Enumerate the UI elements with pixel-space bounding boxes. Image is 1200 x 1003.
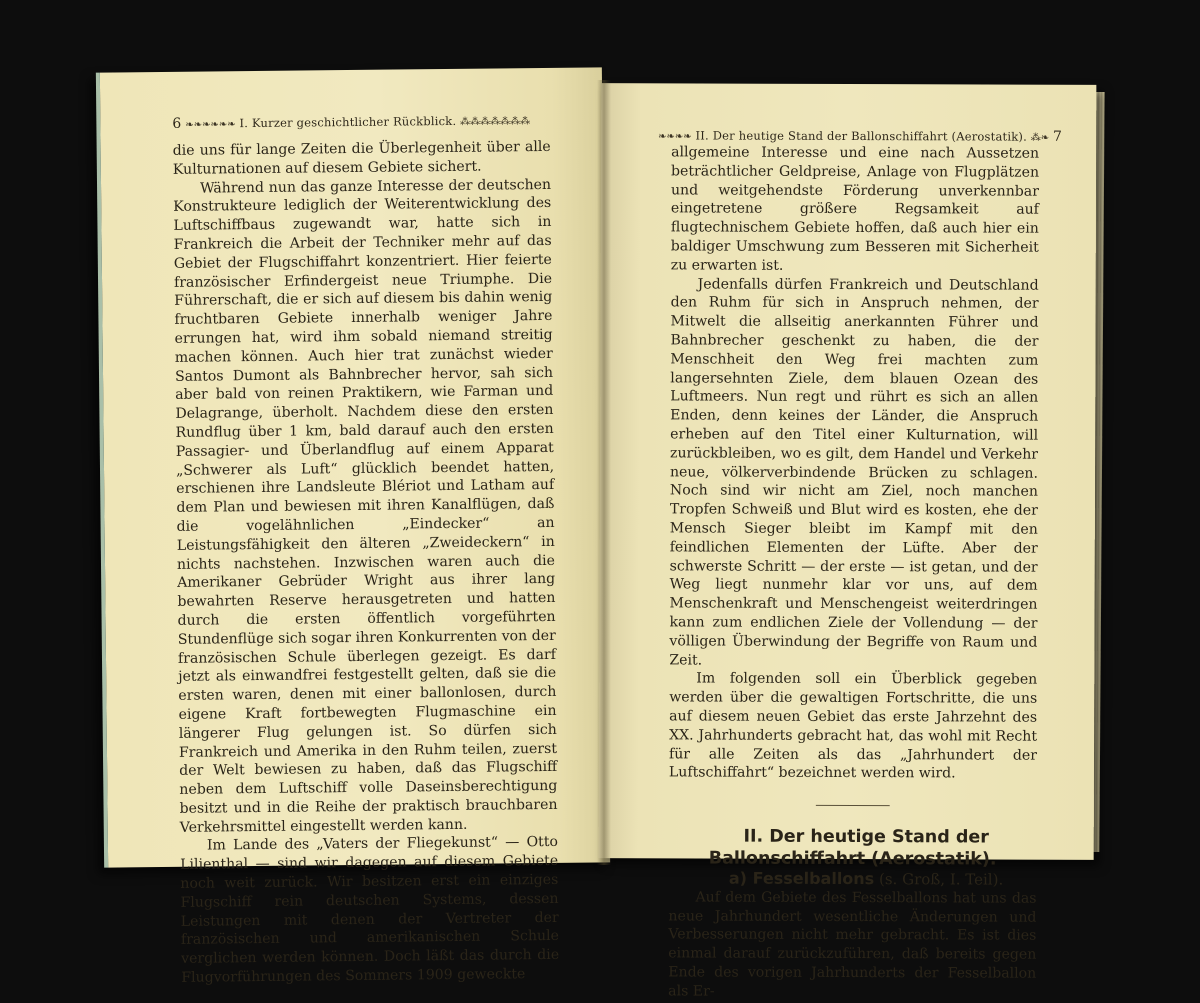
paragraph: Auf dem Gebiete des Fesselballons hat uns das neue Jahrhundert wesentliche Änderungen und Verbesserungen nicht mehr gebracht. Es ist dies einmal darauf zurückzuführen, daß bereits gegen Ende des vorigen Jahrhunderts der Fesselballon als Er-	[668, 889, 1037, 1000]
left-page-body	[173, 138, 560, 988]
subsection-reference: (s. Groß, I. Teil).	[878, 870, 1004, 889]
paragraph: die uns für lange Zeiten die Überlegenheit über alle Kulturnationen auf diesem Gebiete sichert.	[172, 138, 551, 178]
right-page	[599, 83, 1097, 1000]
ornament-right: ⁂⁂⁂⁂⁂⁂⁂	[460, 116, 531, 128]
subsection-heading	[669, 869, 1037, 889]
paragraph: Im folgenden soll ein Überblick gegeben werden über die gewaltigen Fortschritte, die uns auf diesem neuen Gebiet das erste Jahrzehnt des XX. Jahrhunderts gebracht hat, das wohl mit Recht für alle Zeiten als das „Jahrhundert der Luftschiffahrt“ bezeichnet werden wird.	[668, 670, 1038, 782]
paragraph: Im Lande des „Vaters der Fliegekunst“ — Otto Lilienthal — sind wir dagegen auf diesem Gebiete noch weit zurück. Wir besitzen erst ein einziges Flugschiff rein deutschen Systems, dessen Leistungen mit denen der Vertreter der französischen und amerikanischen Schule verglichen werden können. Doch läßt das durch die Flugvorführungen des Sommers 1909 geweckte	[180, 834, 560, 986]
ornament-right: ⁂❧	[1030, 132, 1050, 144]
left-running-header	[172, 112, 530, 132]
ornament-left: ❧❧❧❧	[658, 131, 692, 143]
right-header-title: II. Der heutige Stand der Ballonschiffahrt (Aerostatik).	[695, 128, 1027, 144]
ornament-left: ❧❧❧❧❧❧	[185, 119, 236, 131]
paragraph: allgemeine Interesse und eine nach Aussetzen beträchtlicher Geldpreise, Anlage von Flugplätzen und weitgehendste Förderung unverkennbar eingetretene größere Regsamkeit auf flugtechnischem Gebiete hoffen, daß auch hier ein baldiger Umschwung zum Besseren mit Sicherheit zu erwarten ist.	[670, 144, 1040, 274]
paragraph: Jedenfalls dürfen Frankreich und Deutschland den Ruhm für sich in Anspruch nehmen, der Mitwelt die allseitig anerkannten Führer und Bahnbrecher geschenkt zu haben, die der Menschheit den Weg frei machten zum langersehnten Ziele, dem blauen Ozean des Luftmeers. Nun regt und rührt es sich an allen Enden, denn keines der Länder, die Anspruch erheben auf den Titel einer Kulturnation, will zurückbleiben, wo es gilt, dem Handel und Verkehr neue, völkerverbindende Brücken zu schlagen. Noch sind wir nicht am Ziel, noch manchen Tropfen Schweiß und Blut wird es kosten, ehe der Mensch Sieger bleibt im Kampf mit den feindlichen Elementen der Lüfte. Aber der schwerste Schritt — der erste — ist getan, und der Weg liegt nunmehr klar vor uns, auf dem Menschenkraft und Menschengeist weiterdringen kann zum endlichen Ziele der Vollendung — der völligen Überwindung der Begriffe von Raum und Zeit.	[669, 276, 1039, 669]
left-header-title: I. Kurzer geschichtlicher Rückblick.	[239, 113, 457, 131]
left-page-number: 6	[172, 115, 182, 132]
section-divider	[816, 805, 890, 806]
left-page	[96, 67, 610, 986]
right-page-number: 7	[1053, 128, 1063, 145]
right-running-header	[658, 127, 1062, 144]
right-page-body	[668, 143, 1039, 1002]
book-gutter	[597, 80, 611, 865]
subsection-label: a) Fesselballons	[728, 868, 875, 889]
paragraph: Während nun das ganze Interesse der deutschen Konstrukteure lediglich der Weiterentwicklung des Luftschiffbaus zugewandt war, hatte sich in Frankreich die Arbeit der Techniker mehr auf das Gebiet der Flugschiffahrt konzentriert. Hier feierte französischer Erfindergeist neue Triumphe. Die Führerschaft, die er sich auf diesem bis dahin wenig fruchtbaren Gebiete innerhalb weniger Jahre errungen hat, wird ihm sobald niemand streitig machen können. Auch hier trat zunächst wieder Santos Dumont als Bahnbrecher hervor, sah sich aber bald von reinen Praktikern, wie Farman und Delagrange, überholt. Nachdem diese den ersten Rundflug über 1 km, bald darauf auch den ersten Passagier- und Überlandflug auf einem Apparat „Schwerer als Luft“ glücklich beendet hatten, erschienen ihre Landsleute Blériot und Latham auf dem Plan und bewiesen mit ihren Kanalflügen, daß die vogelähnlichen „Eindecker“ an Leistungsfähigkeit den älteren „Zweideckern“ in nichts nachstehen. Inzwischen waren auch die Amerikaner Gebrüder Wright aus ihrer lang bewahrten Reserve herausgetreten und hatten durch die ersten öffentlich vorgeführten Stundenflüge sich sogar ihren Konkurrenten von der französischen Schule überlegen gezeigt. Es darf jetzt als einwandfrei festgestellt gelten, daß sie die ersten waren, denen mit einer ballonlosen, durch eigene Kraft fortbewegten Flugmaschine ein längerer Flug gelungen ist. So dürfen sich Frankreich und Amerika in den Ruhm teilen, zuerst der Welt bewiesen zu haben, daß das Flugschiff neben dem Luftschiff volle Daseinsberechtigung besitzt und in die Reihe der praktisch brauchbaren Verkehrsmittel eingestellt werden kann.	[173, 176, 558, 836]
section-heading: II. Der heutige Stand der Ballonschiffahrt (Aerostatik).	[708, 826, 997, 870]
